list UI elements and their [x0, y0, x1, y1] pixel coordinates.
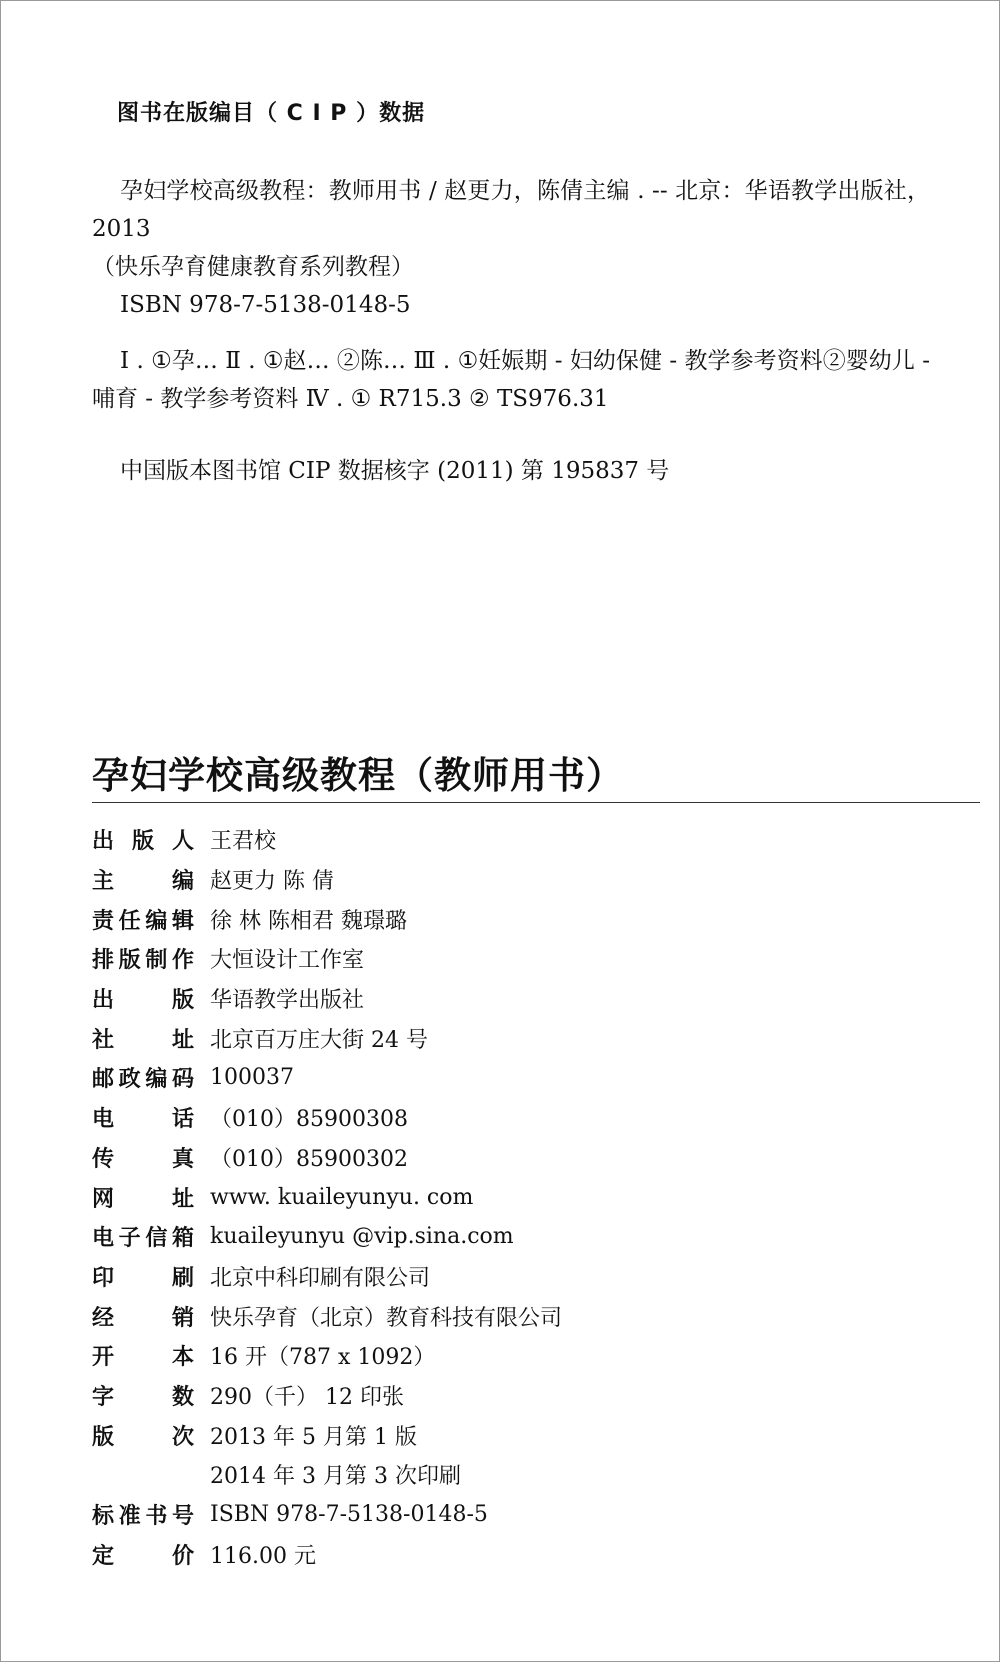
- colophon-label: 出版: [92, 988, 194, 1014]
- colophon-row: [92, 1177, 972, 1217]
- colophon-row: [92, 820, 972, 860]
- colophon-row: [92, 1415, 972, 1455]
- book-title: 孕妇学校高级教程（教师用书）: [92, 753, 624, 797]
- colophon-value: （010）85900302: [210, 1146, 408, 1172]
- cip-number: 中国版本图书馆 CIP 数据核字 (2011) 第 195837 号: [120, 458, 670, 484]
- colophon-row: [92, 1376, 972, 1416]
- colophon-row: [92, 899, 972, 939]
- colophon-value: 116.00 元: [210, 1543, 316, 1569]
- colophon-value: www. kuaileyunyu. com: [210, 1184, 474, 1210]
- colophon-label: 排版制作: [92, 948, 194, 974]
- colophon-row: [92, 1495, 972, 1535]
- colophon-label: 字数: [92, 1384, 194, 1410]
- colophon-value: 快乐孕育（北京）教育科技有限公司: [210, 1305, 563, 1331]
- colophon-label: 标准书号: [92, 1504, 194, 1530]
- colophon-label: 社址: [92, 1027, 194, 1053]
- colophon-row: [92, 860, 972, 900]
- colophon-value: 北京百万庄大街 24 号: [210, 1027, 428, 1053]
- colophon-label: 主编: [92, 869, 194, 895]
- colophon-row: [92, 1257, 972, 1297]
- colophon-value: 290（千） 12 印张: [210, 1384, 404, 1410]
- colophon-row: [92, 1098, 972, 1138]
- cip-series: （快乐孕育健康教育系列教程）: [92, 254, 414, 280]
- colophon-value: （010）85900308: [210, 1107, 408, 1133]
- cip-subjects: Ⅰ . ①孕… Ⅱ . ①赵… ②陈… Ⅲ . ①妊娠期 - 妇幼保健 - 教学参考资料②婴幼儿 - 哺育 - 教学参考资料 Ⅳ . ① R715.3 ② TS976.31: [92, 348, 930, 412]
- colophon-row: [92, 1296, 972, 1336]
- colophon-value: 王君校: [210, 829, 277, 855]
- colophon-row: [92, 1018, 972, 1058]
- colophon-row: [92, 1217, 972, 1257]
- colophon-label: 电话: [92, 1107, 194, 1133]
- colophon-value: 2013 年 5 月第 1 版: [210, 1424, 417, 1450]
- colophon-value: ISBN 978-7-5138-0148-5: [210, 1502, 488, 1528]
- colophon-label: 开本: [92, 1345, 194, 1371]
- colophon-value: 赵更力 陈 倩: [210, 869, 334, 895]
- colophon-value: 北京中科印刷有限公司: [210, 1265, 431, 1291]
- colophon-value: 100037: [210, 1065, 294, 1091]
- colophon-row: [92, 1455, 972, 1495]
- cip-heading: 图书在版编目（ C I P ）数据: [117, 101, 426, 126]
- colophon-row: [92, 939, 972, 979]
- colophon-label: 责任编辑: [92, 908, 194, 934]
- colophon-row: [92, 1534, 972, 1574]
- colophon-label: 定价: [92, 1543, 194, 1569]
- colophon-label: 经销: [92, 1305, 194, 1331]
- cip-record: [92, 172, 930, 490]
- colophon-row: [92, 1058, 972, 1098]
- colophon: [92, 820, 972, 1574]
- colophon-value: 华语教学出版社: [210, 988, 365, 1014]
- colophon-row: [92, 979, 972, 1019]
- colophon-label: 电子信箱: [92, 1226, 194, 1252]
- colophon-row: [92, 1138, 972, 1178]
- title-divider: [92, 802, 980, 803]
- colophon-label: 邮政编码: [92, 1067, 194, 1093]
- colophon-value: 16 开（787 x 1092）: [210, 1345, 436, 1371]
- colophon-label: 传真: [92, 1146, 194, 1172]
- colophon-value: 大恒设计工作室: [210, 948, 365, 974]
- colophon-value: 2014 年 3 月第 3 次印刷: [210, 1464, 461, 1490]
- colophon-value: kuaileyunyu @vip.sina.com: [210, 1224, 514, 1250]
- cip-isbn: ISBN 978-7-5138-0148-5: [120, 292, 411, 318]
- colophon-row: [92, 1336, 972, 1376]
- colophon-value: 徐 林 陈相君 魏璟璐: [210, 908, 407, 934]
- colophon-label: 出版人: [92, 829, 194, 855]
- colophon-label: 印刷: [92, 1265, 194, 1291]
- colophon-label: 网址: [92, 1186, 194, 1212]
- cip-title-line: 孕妇学校高级教程：教师用书 / 赵更力，陈倩主编 . -- 北京：华语教学出版社，2013: [92, 178, 930, 242]
- colophon-label: 版次: [92, 1424, 194, 1450]
